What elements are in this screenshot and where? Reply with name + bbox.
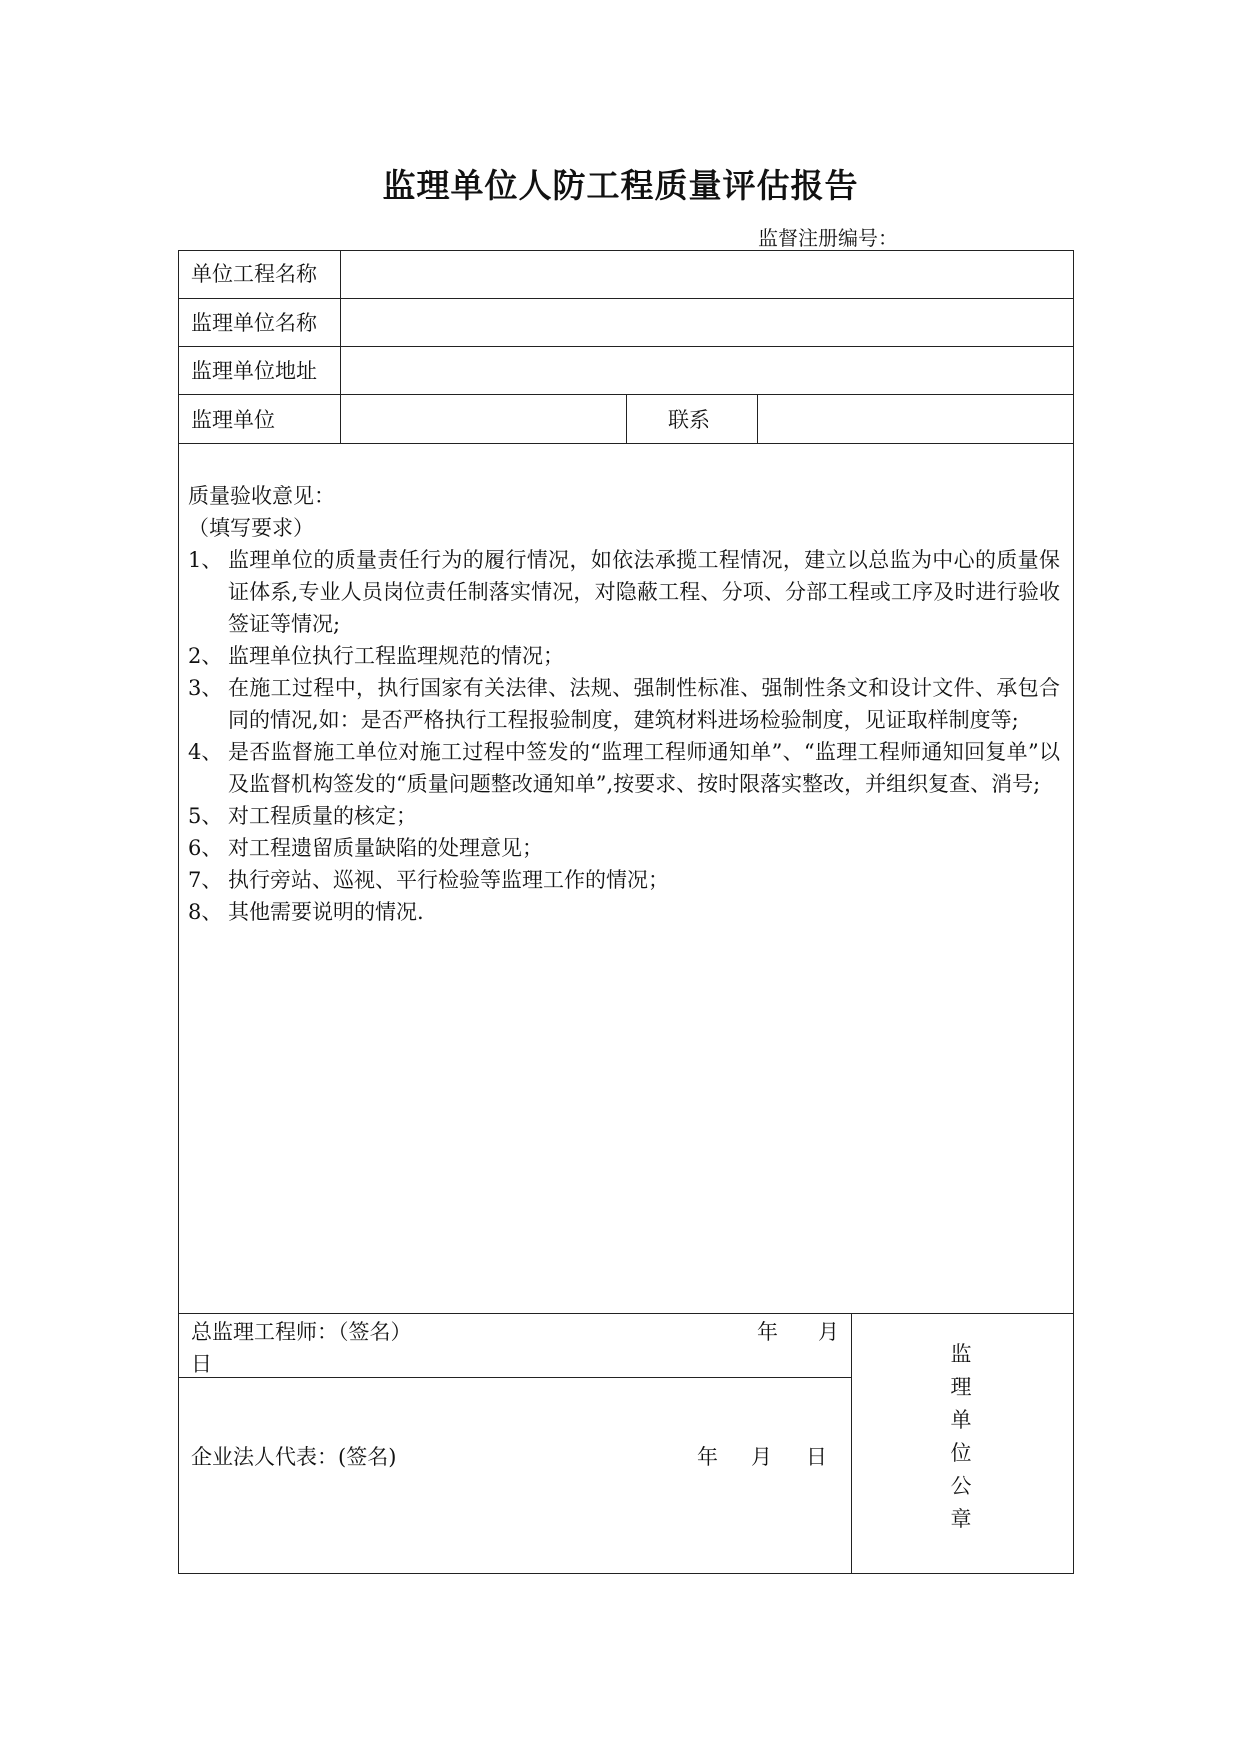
chief-day-label: 日 [191, 1352, 212, 1376]
row-divider [178, 443, 1074, 444]
seal-char: 监 [950, 1342, 972, 1366]
item-text: 对工程遗留质量缺陷的处理意见； [228, 836, 543, 860]
column-divider [757, 394, 758, 443]
list-item [188, 800, 1060, 832]
list-item [188, 896, 1060, 928]
seal-char: 章 [950, 1507, 972, 1531]
company-name-field[interactable] [342, 299, 1072, 345]
column-divider [626, 394, 627, 443]
chief-month-label: 月 [818, 1320, 839, 1344]
legal-rep-signature-label: 企业法人代表：(签名) [191, 1445, 397, 1469]
item-number: 6、 [188, 836, 223, 860]
company-label: 监理单位 [191, 408, 275, 432]
chief-year-label: 年 [757, 1320, 778, 1344]
list-item [188, 736, 1060, 800]
opinion-heading: 质量验收意见： [188, 484, 335, 508]
item-number: 7、 [188, 868, 223, 892]
page-title: 监理单位人防工程质量评估报告 [382, 166, 859, 205]
registration-number-label: 监督注册编号： [758, 226, 898, 250]
contact-label: 联系 [668, 408, 710, 432]
company-name-label: 监理单位名称 [191, 311, 317, 335]
list-item [188, 832, 1060, 864]
list-item [188, 864, 1060, 896]
item-number: 3、 [188, 676, 223, 700]
column-divider [340, 250, 341, 443]
legal-month-label: 月 [751, 1445, 772, 1469]
company-address-field[interactable] [342, 347, 1072, 393]
legal-day-label: 日 [806, 1445, 827, 1469]
quality-opinion-section[interactable] [188, 480, 1060, 928]
item-number: 4、 [188, 740, 223, 764]
item-number: 8、 [188, 900, 223, 924]
item-text: 监理单位执行工程监理规范的情况； [228, 644, 564, 668]
item-text: 执行旁站、巡视、平行检验等监理工作的情况； [228, 868, 669, 892]
item-number: 5、 [188, 804, 223, 828]
seal-char: 理 [950, 1375, 972, 1399]
row-divider [178, 1377, 852, 1378]
company-address-label: 监理单位地址 [191, 359, 317, 383]
list-item [188, 544, 1060, 640]
contact-field[interactable] [759, 395, 1072, 442]
item-text: 是否监督施工单位对施工过程中签发的“监理工程师通知单”、“监理工程师通知回复单”以及监督机构签发的“质量问题整改通知单”,按要求、按时限落实整改，并组织复查、消号; [228, 740, 1060, 796]
item-number: 1、 [188, 548, 223, 572]
seal-char: 单 [950, 1408, 972, 1432]
legal-year-label: 年 [697, 1445, 718, 1469]
seal-char: 公 [950, 1474, 972, 1498]
list-item [188, 672, 1060, 736]
project-name-field[interactable] [342, 251, 1072, 297]
project-name-label: 单位工程名称 [191, 262, 317, 286]
list-item [188, 640, 1060, 672]
item-text: 其他需要说明的情况. [228, 900, 424, 924]
item-number: 2、 [188, 644, 223, 668]
chief-engineer-signature-label: 总监理工程师：（签名） [191, 1320, 412, 1344]
column-divider [851, 1313, 852, 1574]
row-divider [178, 1313, 1074, 1314]
company-seal-area [946, 1338, 976, 1536]
company-field[interactable] [342, 395, 625, 442]
item-text: 对工程质量的核定； [228, 804, 417, 828]
seal-char: 位 [950, 1441, 972, 1465]
item-text: 在施工过程中，执行国家有关法律、法规、强制性标准、强制性条文和设计文件、承包合同的情况,如：是否严格执行工程报验制度，建筑材料进场检验制度，见证取样制度等; [228, 676, 1060, 732]
item-text: 监理单位的质量责任行为的履行情况，如依法承揽工程情况，建立以总监为中心的质量保证体系,专业人员岗位责任制落实情况，对隐蔽工程、分项、分部工程或工序及时进行验收签证等情况; [228, 548, 1060, 636]
requirements-note: （填写要求） [188, 516, 314, 540]
